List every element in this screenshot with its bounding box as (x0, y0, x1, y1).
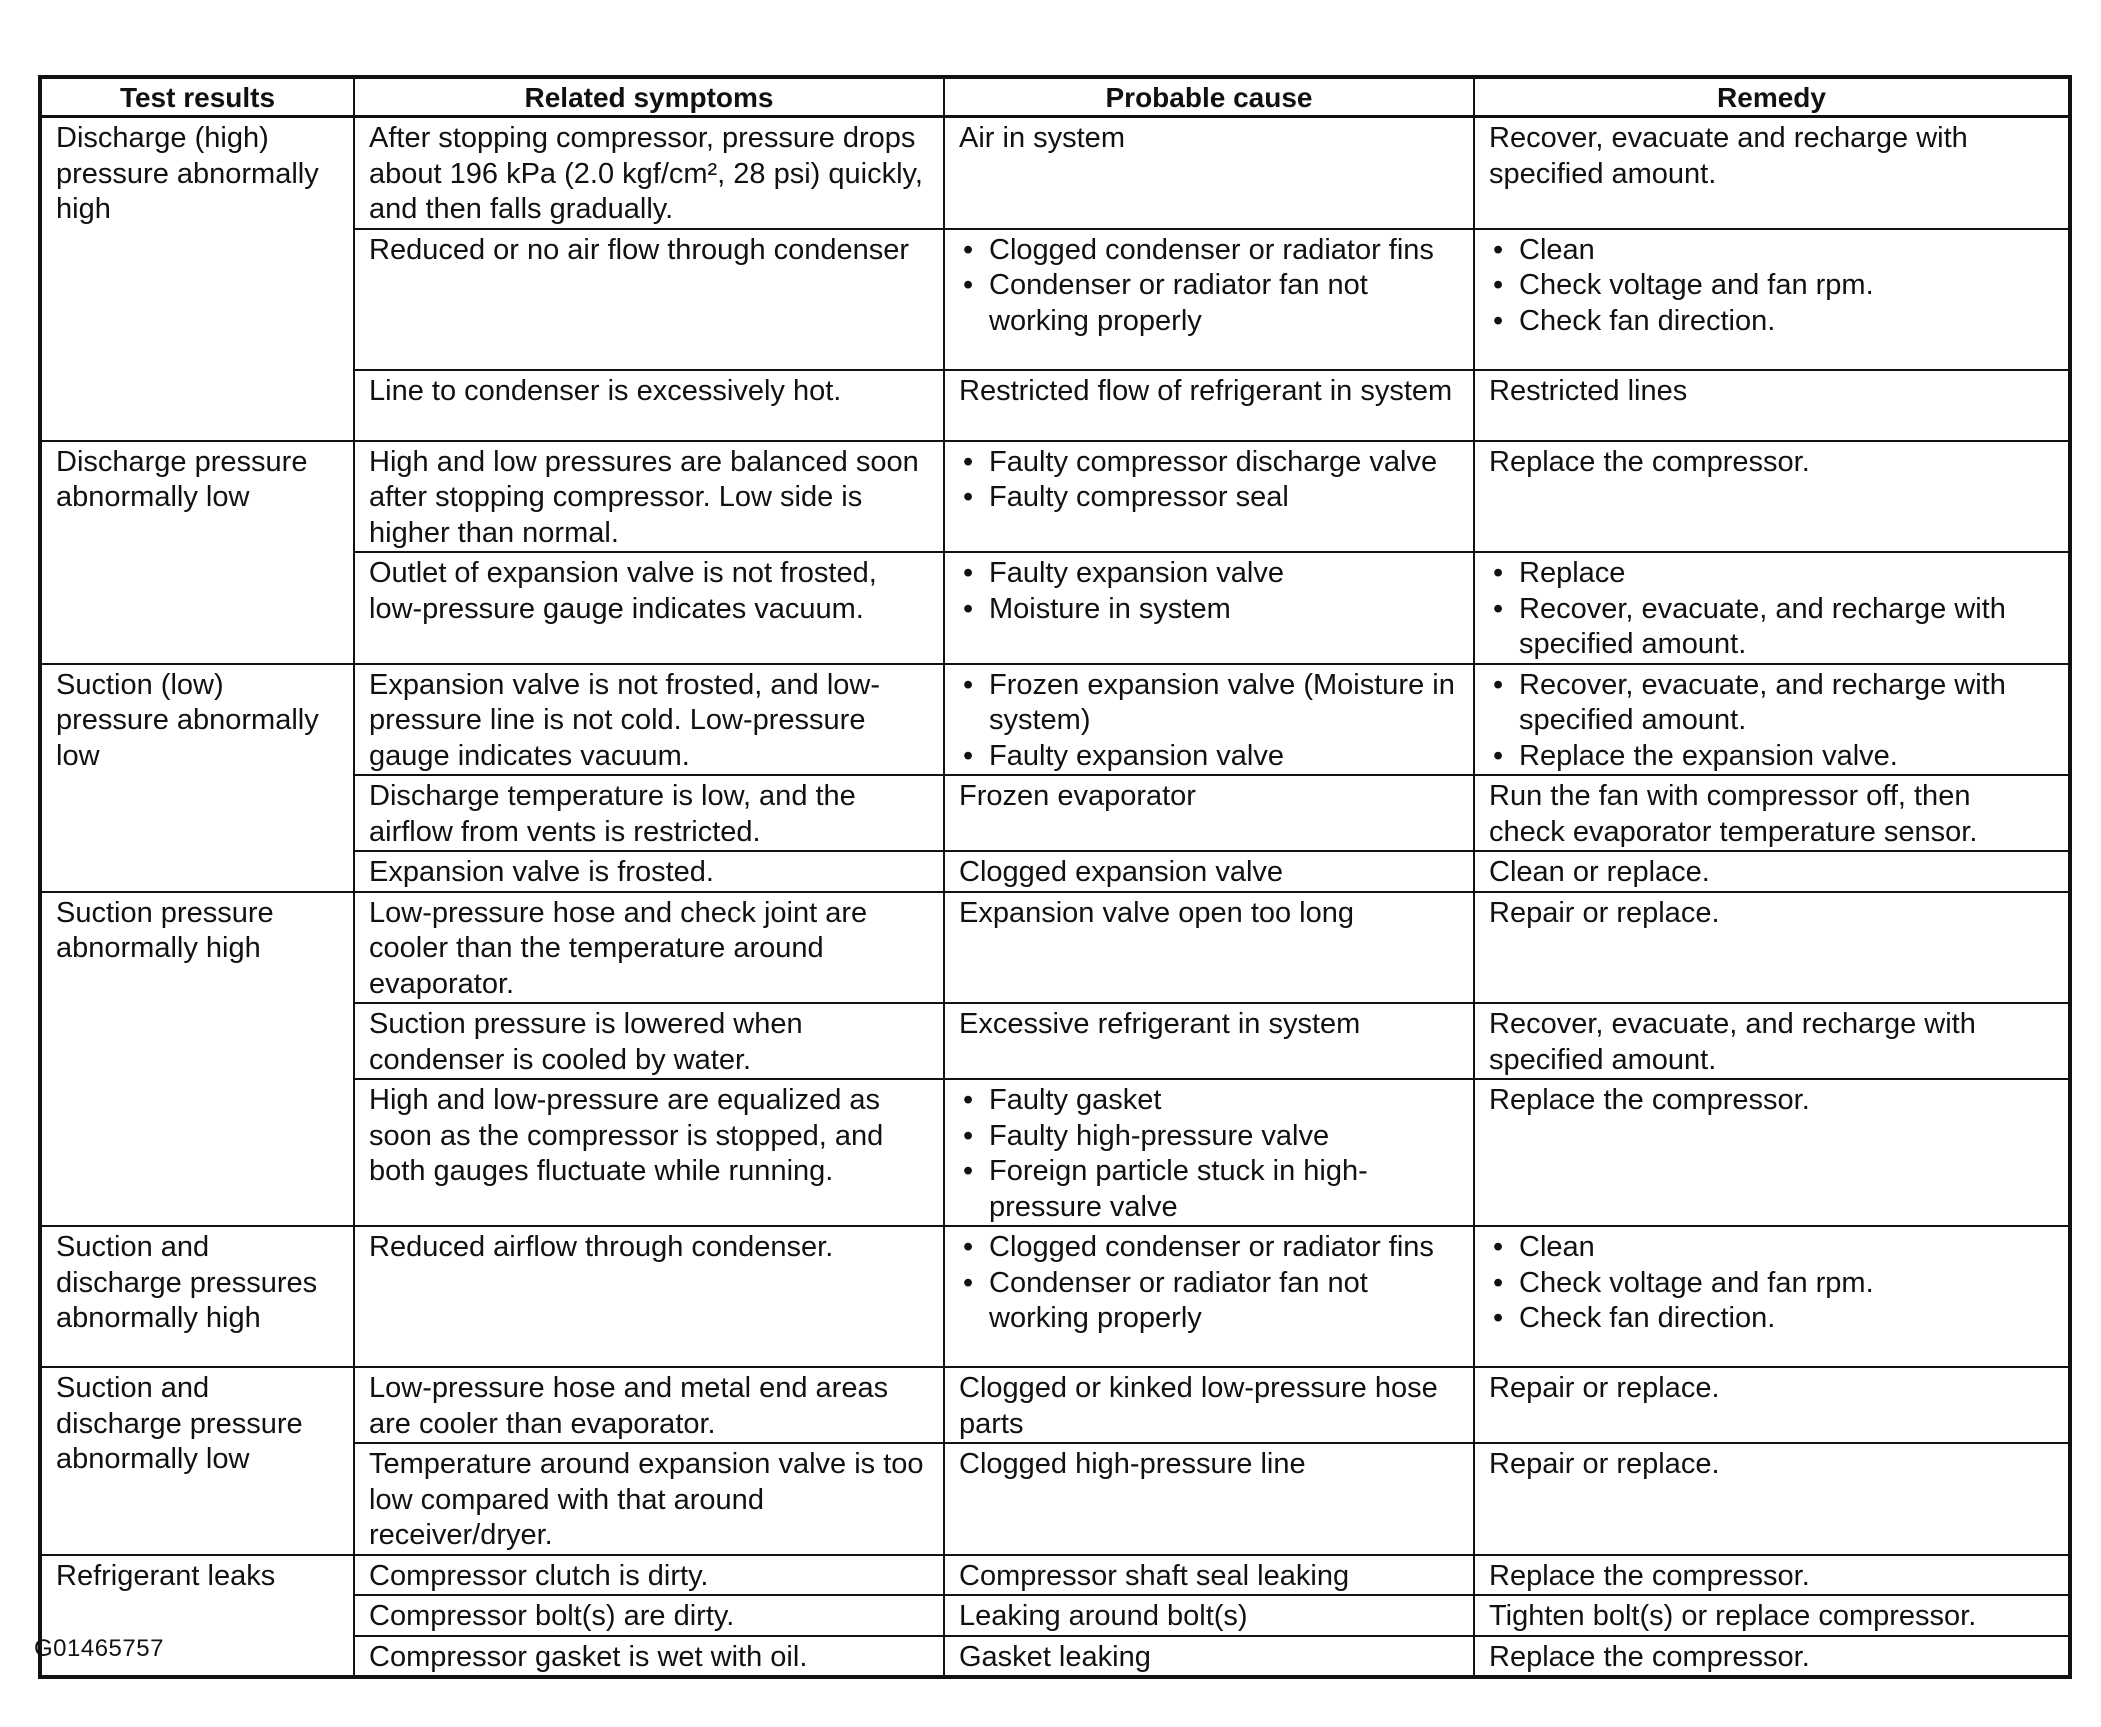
remedy-cell (1474, 664, 2070, 776)
cause-item: • Condenser or radiator fan not working properly (959, 1266, 1459, 1337)
table-row (40, 892, 2070, 1004)
remedy-list (1489, 1230, 2054, 1337)
cause-list (959, 1230, 1459, 1337)
cause-cell (944, 229, 1474, 370)
cause-cell (944, 1443, 1474, 1555)
test-result-cell: Suction and discharge pressure abnormally low (40, 1367, 354, 1555)
cause-cell (944, 117, 1474, 229)
cause-text: Expansion valve open too long (959, 896, 1355, 929)
remedy-text: Replace the compressor. (1489, 1559, 1810, 1592)
table-row (40, 441, 2070, 553)
remedy-cell (1474, 229, 2070, 370)
remedy-item: • Check fan direction. (1489, 1301, 2054, 1337)
cause-item: • Condenser or radiator fan not working properly (959, 268, 1459, 339)
remedy-cell (1474, 117, 2070, 229)
cause-text: Clogged or kinked low-pressure hose parts (959, 1372, 1438, 1440)
symptom-cell: High and low-pressure are equalized as soon as the compressor is stopped, and both gauges fluctuate while running. (354, 1079, 944, 1226)
symptom-cell: Low-pressure hose and check joint are cooler than the temperature around evaporator. (354, 892, 944, 1004)
cause-text: Compressor shaft seal leaking (959, 1559, 1350, 1592)
remedy-text: Replace the compressor. (1489, 445, 1810, 478)
remedy-list (1489, 556, 2054, 663)
cause-cell (944, 1003, 1474, 1079)
remedy-text: Restricted lines (1489, 374, 1688, 407)
remedy-item: • Recover, evacuate, and recharge with specified amount. (1489, 592, 2054, 663)
cause-list (959, 556, 1459, 627)
cause-cell (944, 892, 1474, 1004)
remedy-text: Repair or replace. (1489, 1372, 1720, 1404)
table-row (40, 1226, 2070, 1367)
cause-item: • Faulty expansion valve (959, 739, 1459, 775)
cause-item: • Clogged condenser or radiator fins (959, 233, 1459, 269)
remedy-item: • Replace (1489, 556, 2054, 592)
table-body (40, 117, 2070, 1678)
symptom-cell: Compressor gasket is wet with oil. (354, 1636, 944, 1678)
symptom-cell: Temperature around expansion valve is too low compared with that around receiver/dryer. (354, 1443, 944, 1555)
cause-list (959, 668, 1459, 775)
remedy-cell (1474, 851, 2070, 892)
symptom-cell: Line to condenser is excessively hot. (354, 370, 944, 441)
remedy-text: Tighten bolt(s) or replace compressor. (1489, 1600, 1977, 1632)
cause-text: Excessive refrigerant in system (959, 1008, 1361, 1040)
cause-cell (944, 441, 1474, 553)
remedy-text: Replace the compressor. (1489, 1084, 1810, 1116)
cause-text: Leaking around bolt(s) (959, 1600, 1248, 1632)
symptom-cell: Compressor clutch is dirty. (354, 1555, 944, 1596)
cause-list (959, 445, 1459, 516)
cause-cell (944, 1555, 1474, 1596)
cause-text: Clogged high-pressure line (959, 1448, 1306, 1480)
cause-cell (944, 851, 1474, 892)
remedy-item: • Clean (1489, 233, 2054, 269)
test-result-cell: Discharge (high) pressure abnormally high (40, 117, 354, 441)
symptom-cell: After stopping compressor, pressure drops about 196 kPa (2.0 kgf/cm², 28 psi) quickly, and then falls gradually. (354, 117, 944, 229)
cause-text: Gasket leaking (959, 1640, 1151, 1673)
symptom-cell: Suction pressure is lowered when condenser is cooled by water. (354, 1003, 944, 1079)
remedy-cell (1474, 370, 2070, 441)
cause-text: Air in system (959, 122, 1125, 154)
cause-cell (944, 664, 1474, 776)
table-row (40, 1367, 2070, 1443)
header-remedy: Remedy (1474, 77, 2070, 117)
cause-cell (944, 1595, 1474, 1636)
diagnosis-table-wrap (38, 75, 2068, 1679)
remedy-text: Repair or replace. (1489, 1448, 1720, 1480)
cause-item: • Faulty gasket (959, 1083, 1459, 1119)
cause-item: • Faulty compressor seal (959, 480, 1459, 516)
cause-item: • Moisture in system (959, 592, 1459, 628)
cause-list (959, 1083, 1459, 1225)
test-result-cell: Discharge pressure abnormally low (40, 441, 354, 664)
symptom-cell: Outlet of expansion valve is not frosted, low-pressure gauge indicates vacuum. (354, 552, 944, 664)
remedy-list (1489, 668, 2054, 775)
remedy-cell (1474, 775, 2070, 851)
cause-cell (944, 370, 1474, 441)
cause-text: Restricted flow of refrigerant in system (959, 374, 1453, 407)
diagnosis-table (38, 75, 2072, 1679)
remedy-text: Repair or replace. (1489, 896, 1720, 929)
remedy-item: • Clean (1489, 1230, 2054, 1266)
remedy-item: • Check voltage and fan rpm. (1489, 268, 2054, 304)
remedy-text: Recover, evacuate, and recharge with specified amount. (1489, 1008, 1976, 1076)
remedy-list (1489, 233, 2054, 340)
cause-item: • Faulty expansion valve (959, 556, 1459, 592)
cause-text: Frozen evaporator (959, 780, 1196, 812)
remedy-cell (1474, 552, 2070, 664)
remedy-cell (1474, 1443, 2070, 1555)
figure-code: G01465757 (34, 1635, 164, 1662)
remedy-item: • Replace the expansion valve. (1489, 739, 2054, 775)
table-row (40, 1555, 2070, 1596)
cause-cell (944, 1226, 1474, 1367)
remedy-item: • Check fan direction. (1489, 304, 2054, 340)
header-test-results: Test results (40, 77, 354, 117)
symptom-cell: Reduced or no air flow through condenser (354, 229, 944, 370)
remedy-cell (1474, 1555, 2070, 1596)
symptom-cell: High and low pressures are balanced soon after stopping compressor. Low side is higher than normal. (354, 441, 944, 553)
cause-cell (944, 775, 1474, 851)
test-result-cell: Suction pressure abnormally high (40, 892, 354, 1227)
header-row (40, 77, 2070, 117)
cause-item: • Faulty compressor discharge valve (959, 445, 1459, 481)
remedy-item: • Recover, evacuate, and recharge with specified amount. (1489, 668, 2054, 739)
remedy-cell (1474, 1079, 2070, 1226)
remedy-cell (1474, 1595, 2070, 1636)
remedy-text: Recover, evacuate and recharge with specified amount. (1489, 122, 1968, 190)
remedy-text: Run the fan with compressor off, then check evaporator temperature sensor. (1489, 780, 1978, 848)
cause-item: • Clogged condenser or radiator fins (959, 1230, 1459, 1266)
remedy-item: • Check voltage and fan rpm. (1489, 1266, 2054, 1302)
table-row (40, 117, 2070, 229)
table-row (40, 664, 2070, 776)
symptom-cell: Reduced airflow through condenser. (354, 1226, 944, 1367)
remedy-cell (1474, 441, 2070, 553)
test-result-cell: Refrigerant leaks (40, 1555, 354, 1678)
cause-cell (944, 1636, 1474, 1678)
remedy-cell (1474, 1636, 2070, 1678)
remedy-cell (1474, 1003, 2070, 1079)
test-result-cell: Suction and discharge pressures abnormally high (40, 1226, 354, 1367)
symptom-cell: Compressor bolt(s) are dirty. (354, 1595, 944, 1636)
cause-list (959, 233, 1459, 340)
cause-item: • Foreign particle stuck in high-pressure valve (959, 1154, 1459, 1225)
remedy-cell (1474, 1367, 2070, 1443)
remedy-text: Clean or replace. (1489, 856, 1710, 888)
cause-cell (944, 1367, 1474, 1443)
symptom-cell: Low-pressure hose and metal end areas are cooler than evaporator. (354, 1367, 944, 1443)
remedy-text: Replace the compressor. (1489, 1640, 1810, 1673)
remedy-cell (1474, 1226, 2070, 1367)
header-related-symptoms: Related symptoms (354, 77, 944, 117)
symptom-cell: Discharge temperature is low, and the airflow from vents is restricted. (354, 775, 944, 851)
test-result-cell: Suction (low) pressure abnormally low (40, 664, 354, 892)
header-probable-cause: Probable cause (944, 77, 1474, 117)
symptom-cell: Expansion valve is frosted. (354, 851, 944, 892)
cause-cell (944, 552, 1474, 664)
remedy-cell (1474, 892, 2070, 1004)
cause-text: Clogged expansion valve (959, 856, 1284, 888)
cause-cell (944, 1079, 1474, 1226)
cause-item: • Frozen expansion valve (Moisture in system) (959, 668, 1459, 739)
symptom-cell: Expansion valve is not frosted, and low-pressure line is not cold. Low-pressure gauge indicates vacuum. (354, 664, 944, 776)
cause-item: • Faulty high-pressure valve (959, 1119, 1459, 1155)
